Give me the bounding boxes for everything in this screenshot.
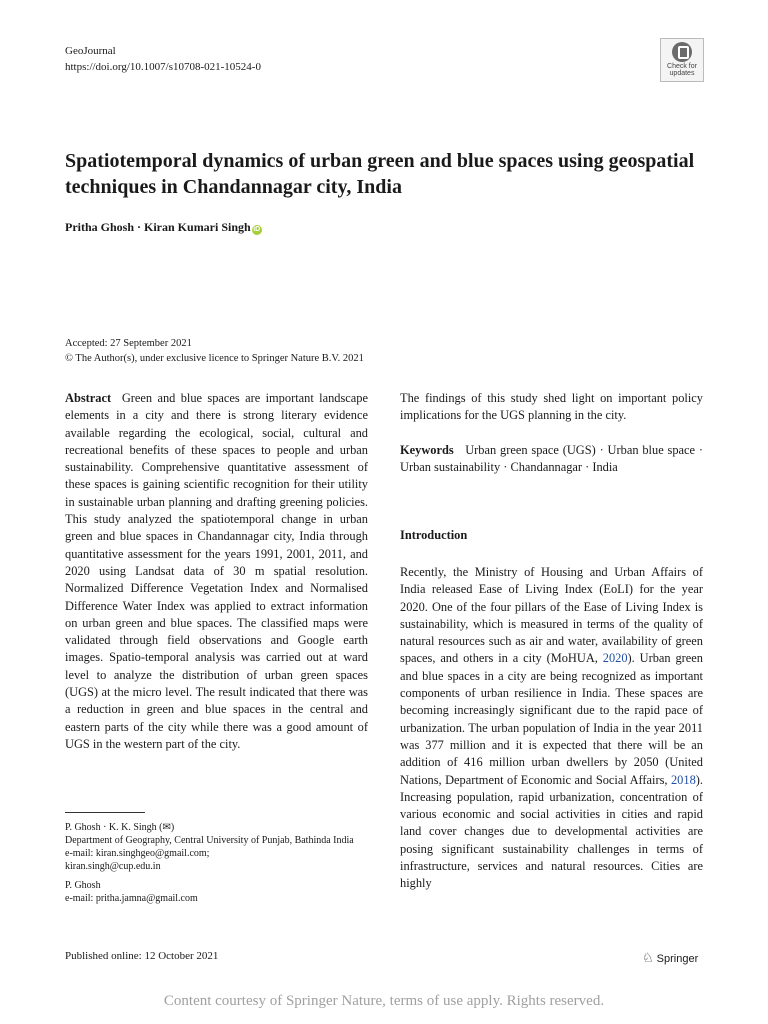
journal-header bbox=[65, 43, 261, 75]
abstract-text: Green and blue spaces are important landscape elements in a city and there is strong literary evidence available regarding the ecological, social, cultural and recreational benefits of these spaces to people and urban sustainability. Comprehensive quantitative assessment of these spaces is gaining scientific recognition for their utility in sustainable urban planning and drafting greening policies. This study analyzed the spatiotemporal change in urban green and blue spaces in Chandannagar city, India through quantitative assessment for the years 1991, 2001, 2011, and 2020 using Landsat data of 30 m spatial resolution. Normalized Difference Vegetation Index and Normalised Difference Water Index was applied to extract information on urban green and blue spaces. The classified maps were validated through field observations and Google earth images. Spatio-temporal analysis was carried out at ward level to analyze the distribution of urban green spaces (UGS) at the micro level. The result indicated that there was a reduction in green and blue spaces in the central and eastern parts of the city while there was a good amount of UGS in the western part of the city. bbox=[65, 391, 368, 751]
aff-authors: P. Ghosh · K. K. Singh (✉) bbox=[65, 822, 175, 833]
accepted-date: Accepted: 27 September 2021 bbox=[65, 338, 192, 349]
intro-part1: Recently, the Ministry of Housing and Urban Affairs of India released Ease of Living Index (EoLI) for the year 2020. One of the four pillars of the Ease of Living Index is sustainability, which is measured in terms of the quality of natural resources such as air and water, availability of green spaces, and others in a city (MoHUA, bbox=[400, 565, 703, 666]
publisher-logo bbox=[642, 950, 698, 966]
aff-email-1[interactable]: e-mail: kiran.singhgeo@gmail.com; bbox=[65, 848, 210, 859]
citation-link-2018[interactable]: 2018 bbox=[670, 772, 696, 787]
copyright-line: © The Author(s), under exclusive licence to Springer Nature B.V. 2021 bbox=[65, 353, 364, 364]
aff-department: Department of Geography, Central University of Punjab, Bathinda India bbox=[65, 835, 354, 846]
keywords-label: Keywords bbox=[400, 443, 454, 457]
courtesy-notice: Content courtesy of Springer Nature, terms of use apply. Rights reserved. bbox=[163, 993, 605, 1009]
journal-doi[interactable]: https://doi.org/10.1007/s10708-021-10524-0 bbox=[65, 61, 261, 73]
introduction-text bbox=[400, 564, 703, 893]
introduction-heading: Introduction bbox=[400, 528, 468, 542]
check-for-updates-badge[interactable] bbox=[660, 38, 704, 82]
badge-line2: updates bbox=[669, 70, 695, 77]
keywords-text: Urban green space (UGS) · Urban blue space · Urban sustainability · Chandannagar · India bbox=[400, 443, 703, 475]
keywords-block bbox=[400, 442, 703, 477]
abstract-block bbox=[65, 390, 368, 753]
aff-author-2: P. Ghosh bbox=[65, 880, 101, 891]
journal-name: GeoJournal bbox=[65, 45, 116, 57]
abstract-continued: The findings of this study shed light on important policy implications for the UGS planning in the city. bbox=[400, 391, 703, 423]
badge-line1: Check for bbox=[667, 63, 697, 70]
aff-email-2[interactable]: kiran.singh@cup.edu.in bbox=[65, 861, 161, 872]
author-list bbox=[65, 220, 262, 235]
author-names: Pritha Ghosh · Kiran Kumari Singh bbox=[65, 220, 251, 234]
article-title: Spatiotemporal dynamics of urban green and blue spaces using geospatial techniques in Chandannagar city, India bbox=[65, 150, 695, 198]
affiliations bbox=[65, 821, 368, 911]
publisher-name: Springer bbox=[656, 953, 699, 965]
published-date: Published online: 12 October 2021 bbox=[65, 950, 219, 962]
article-dates bbox=[65, 336, 364, 366]
intro-part2: ). Urban green and blue spaces in a city are being recognized as important components of urban resilience in India. These spaces are becoming increasingly significant due to the rapid pace of urbanization. The urban population of India in the year 2011 was 377 million and it is expected that there will be an addition of 416 million urban dwellers by 2050 (United Nations, Department of Economic and Social Affairs, bbox=[400, 651, 703, 787]
springer-horse-icon: ♘ bbox=[642, 950, 654, 965]
bookmark-icon bbox=[672, 42, 692, 62]
intro-part3: ). Increasing population, rapid urbanization, concentration of various economic and social activities in cities and rapid land cover changes due to developmental activities are posing significant sustainability challenges in terms of infrastructure, services and natural resources. Cities are highly bbox=[400, 772, 703, 891]
orcid-icon[interactable]: iD bbox=[253, 226, 261, 233]
aff-email-3[interactable]: e-mail: pritha.jamna@gmail.com bbox=[65, 893, 198, 904]
footnote-divider bbox=[65, 812, 145, 813]
citation-link-2020[interactable]: 2020 bbox=[602, 651, 628, 666]
abstract-label: Abstract bbox=[65, 391, 112, 405]
